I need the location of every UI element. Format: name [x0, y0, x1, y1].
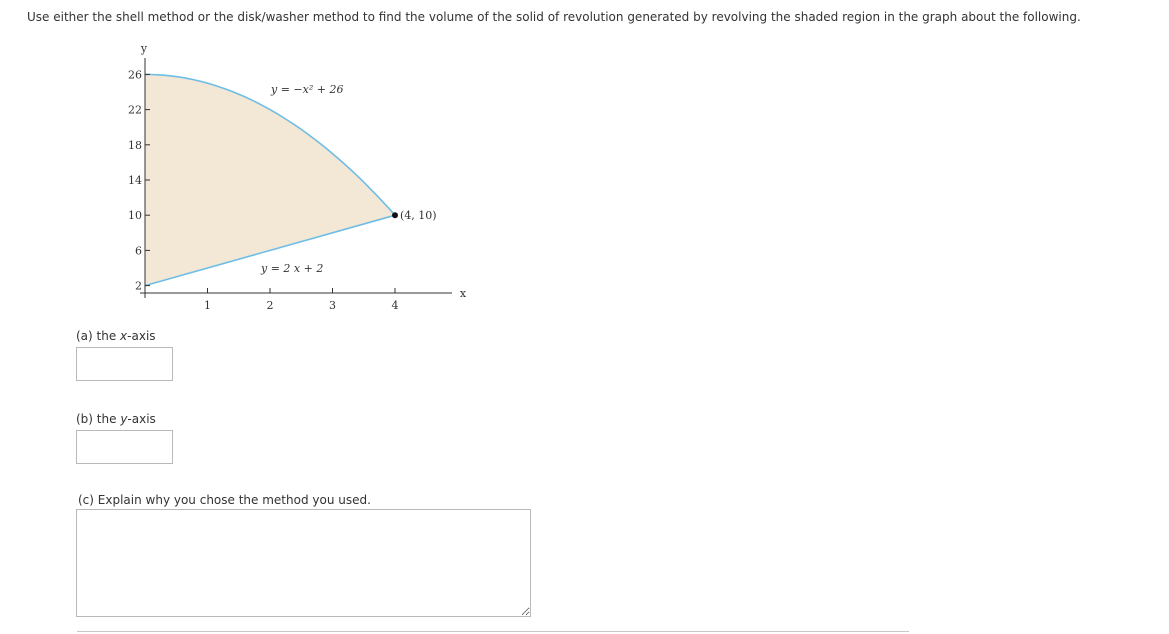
y-tick-label: 18 — [128, 138, 142, 152]
bottom-divider — [77, 631, 909, 632]
question-prompt: Use either the shell method or the disk/washer method to find the volume of the solid of revolution generated by revolving the shaded region in the graph about the following. — [27, 10, 1081, 24]
y-axis-label: y — [140, 42, 148, 55]
answer-b-input[interactable] — [76, 430, 173, 464]
part-a-variable: x — [120, 329, 128, 343]
part-b-prefix: (b) the — [76, 412, 121, 426]
y-tick-label: 14 — [128, 174, 142, 187]
shaded-region — [145, 74, 395, 285]
upper-curve-label: y = −x² + 26 — [271, 83, 344, 96]
part-b-suffix: -axis — [127, 412, 156, 426]
part-a-suffix: -axis — [127, 329, 156, 343]
part-a-prefix: (a) the — [76, 329, 121, 343]
y-tick-label: 2 — [135, 279, 142, 293]
explanation-textarea[interactable] — [76, 509, 531, 617]
x-tick-label: 2 — [266, 299, 274, 312]
part-b-label — [76, 412, 156, 426]
lower-curve-label: y = 2 x + 2 — [261, 262, 324, 275]
part-b-variable: y — [120, 412, 128, 426]
x-ticks — [204, 288, 399, 312]
y-tick-label: 10 — [128, 209, 142, 223]
x-axis-label: x — [459, 287, 467, 300]
y-tick-label: 22 — [128, 103, 142, 117]
y-tick-label: 6 — [135, 244, 142, 258]
x-tick-label: 3 — [329, 299, 336, 312]
part-a-label — [76, 329, 156, 343]
intersection-point-label: (4, 10) — [400, 209, 437, 223]
intersection-point — [392, 212, 398, 218]
y-tick-label: 26 — [128, 68, 142, 82]
region-graph — [0, 0, 500, 330]
answer-a-input[interactable] — [76, 347, 173, 381]
x-tick-label: 1 — [204, 299, 211, 312]
part-c-label: (c) Explain why you chose the method you used. — [78, 493, 371, 507]
x-tick-label: 4 — [391, 299, 399, 312]
